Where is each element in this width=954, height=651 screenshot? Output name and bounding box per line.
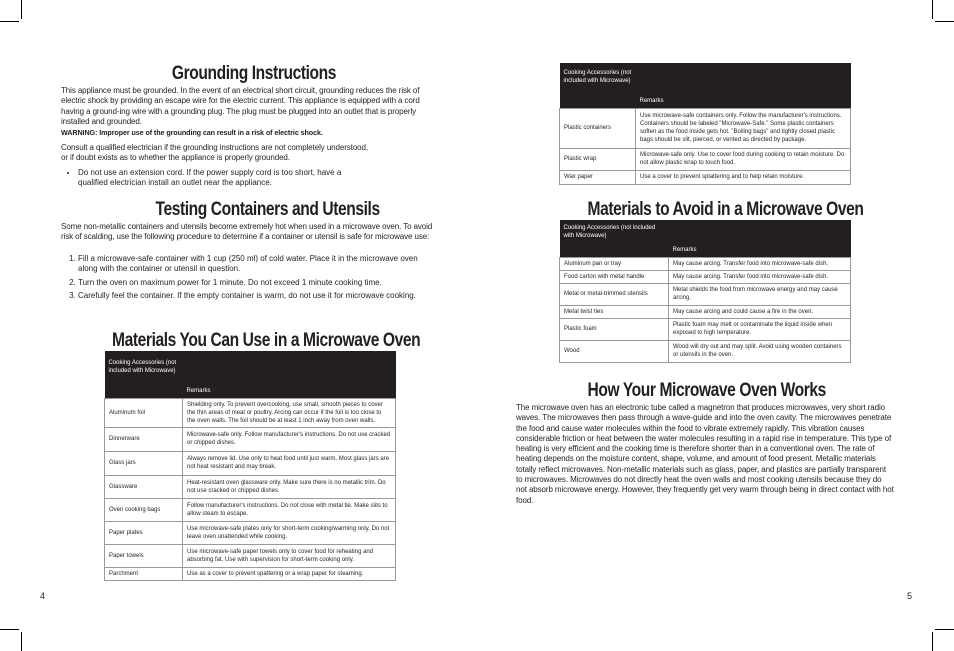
can-use-table (104, 351, 396, 581)
crop-mark (935, 629, 954, 630)
table-row: Metal twist ties May cause arcing and could cause a fire in the oven. (560, 305, 851, 318)
table-row: Glass jars Always remove lid. Use only to heat food until just warm. Most glass jars are not heat resistant and may break. (105, 451, 396, 475)
crop-mark (932, 632, 933, 651)
grounding-warning: WARNING: Improper use of the grounding can result in a risk of electric shock. (61, 128, 323, 137)
table-row: Metal or metal-trimmed utensils Metal shields the food from microwave energy and may cause arcing. (560, 283, 851, 305)
page-number: 4 (40, 591, 46, 601)
table-row: Wood Wood will dry out and may split. Avoid using wooden containers or utensils in the oven. (560, 340, 851, 362)
grounding-body: This appliance must be grounded. In the event of an electrical short circuit, grounding reduces the risk of electric shock by providing an escape wire for the electric current. This appliance is equipped with a cord having a ground-ing wire with a grounding plug. The plug must be plugged into an outlet that is properly installed and grounded. (61, 86, 420, 126)
table-row: Parchment Use as a cover to prevent spattering or a wrap paper for steaming. (105, 567, 396, 580)
list-item: 1. Fill a microwave-safe container with 1 cup (250 ml) of cold water. Place it in the microwave oven along with the container or utensil in question. (78, 254, 418, 275)
testing-title: Testing Containers and Utensils (155, 199, 380, 220)
table-row: Paper towels Use microwave-safe paper towels only to cover food for reheating and absorbing fat. Use with supervision for short-term cooking only. (105, 544, 396, 567)
table-row: Glassware Heat-resistant oven glassware only. Make sure there is no metallic trim. Do not use cracked or chipped dishes. (105, 475, 396, 498)
grounding-bullets (78, 168, 368, 192)
how-body: The microwave oven has an electronic tube called a magnetron that produces microwaves, very short radio waves. The microwaves then pass through a wave-guide and into the oven cavity. The microwaves penetrate the food and cause water molecules within the food to vibrate extremely rapidly. This vibration causes considerable friction or heat between the water molecules resulting in a rapid rise in temperature. This type of heating is very efficient and the cooking time is therefore shorter than in a conventional oven. The rate of heating depends on the moisture content, shape, volume, and amount of food present. Metallic materials totally reflect microwaves. Non-metallic materials such as glass, paper, and plastics are partially transparent to microwaves. Microwaves do not directly heat the oven walls and most cooking utensils because they do not absorb microwave energy. However, they frequently get very warm through being in direct contact with hot food. (516, 403, 894, 505)
table-row: Oven cooking bags Follow manufacturer's instructions. Do not close with metal tie. Make slits to allow steam to escape. (105, 498, 396, 521)
col-header-accessories: Cooking Accessories (not included with Microwave) (105, 351, 183, 398)
table-row: Aluminum foil Shielding only. To prevent overcooking, use small, smooth pieces to cover the thin areas of meat or poultry. Arcing can occur if the foil is too close to the oven walls. The foil should be at least 1 inch away from oven walls. (105, 398, 396, 427)
col-header-remarks: Remarks (636, 63, 851, 108)
avoid-title: Materials to Avoid in a Microwave Oven (587, 199, 864, 220)
table-row: Plastic containers Use microwave-safe containers only. Follow the manufacturer's instructions. Containers should be labeled "Microwave-Safe." Some plastic containers soften as the food inside gets hot. "Boiling bags" and tightly closed plastic bags should be slit, pierced, or vented as directed by package. (560, 108, 851, 148)
list-item: 2. Turn the oven on maximum power for 1 minute. Do not exceed 1 minute cooking time. (78, 278, 418, 288)
crop-mark (932, 0, 933, 19)
grounding-consult: Consult a qualified electrician if the grounding instructions are not completely understood, or if doubt exists as to whether the appliance is properly grounded. (61, 143, 368, 163)
crop-mark (935, 21, 954, 22)
col-header-accessories: Cooking Accessories (not included with Microwave) (560, 63, 636, 108)
can-use-title: Materials You Can Use in a Microwave Oven (112, 330, 421, 351)
table-row: Plastic foam Plastic foam may melt or contaminate the liquid inside when exposed to high temperature. (560, 318, 851, 340)
testing-intro: Some non-metallic containers and utensils become extremely hot when used in a microwave oven. To avoid risk of scalding, use the following procedure to determine if a container or utensil is safe for microwave use: (61, 222, 433, 242)
grounding-title: Grounding Instructions (171, 63, 337, 84)
continued-table (559, 63, 851, 185)
table-row: Aluminum pan or tray May cause arcing. Transfer food into microwave-safe dish. (560, 257, 851, 270)
crop-mark (21, 632, 22, 651)
crop-mark (21, 0, 22, 19)
table-row: Dinnerware Microwave-safe only. Follow manufacturer's instructions. Do not use cracked or chipped dishes. (105, 427, 396, 451)
avoid-table (559, 220, 851, 363)
col-header-accessories: Cooking Accessories (not included with Microwave) (560, 220, 669, 257)
crop-mark (0, 629, 19, 630)
list-item: 3. Carefully feel the container. If the empty container is warm, do not use it for microwave cooking. (78, 291, 418, 301)
crop-mark (0, 21, 19, 22)
testing-steps (78, 254, 418, 304)
table-row: Plastic wrap Microwave-safe only. Use to cover food during cooking to retain moisture. Do not allow plastic wrap to touch food. (560, 148, 851, 170)
col-header-remarks: Remarks (669, 220, 851, 257)
table-row: Food carton with metal handle May cause arcing. Transfer food into microwave-safe dish. (560, 270, 851, 283)
table-row: Wax paper Use a cover to prevent splattering and to help retain moisture. (560, 170, 851, 184)
col-header-remarks: Remarks (183, 351, 396, 398)
how-title: How Your Microwave Oven Works (587, 380, 826, 401)
page-number: 5 (907, 591, 913, 601)
list-item: • Do not use an extension cord. If the power supply cord is too short, have a qualified electrician install an outlet near the appliance. (78, 168, 368, 189)
table-row: Paper plates Use microwave-safe plates only for short-term cooking/warming only. Do not leave oven unattended while cooking. (105, 521, 396, 544)
